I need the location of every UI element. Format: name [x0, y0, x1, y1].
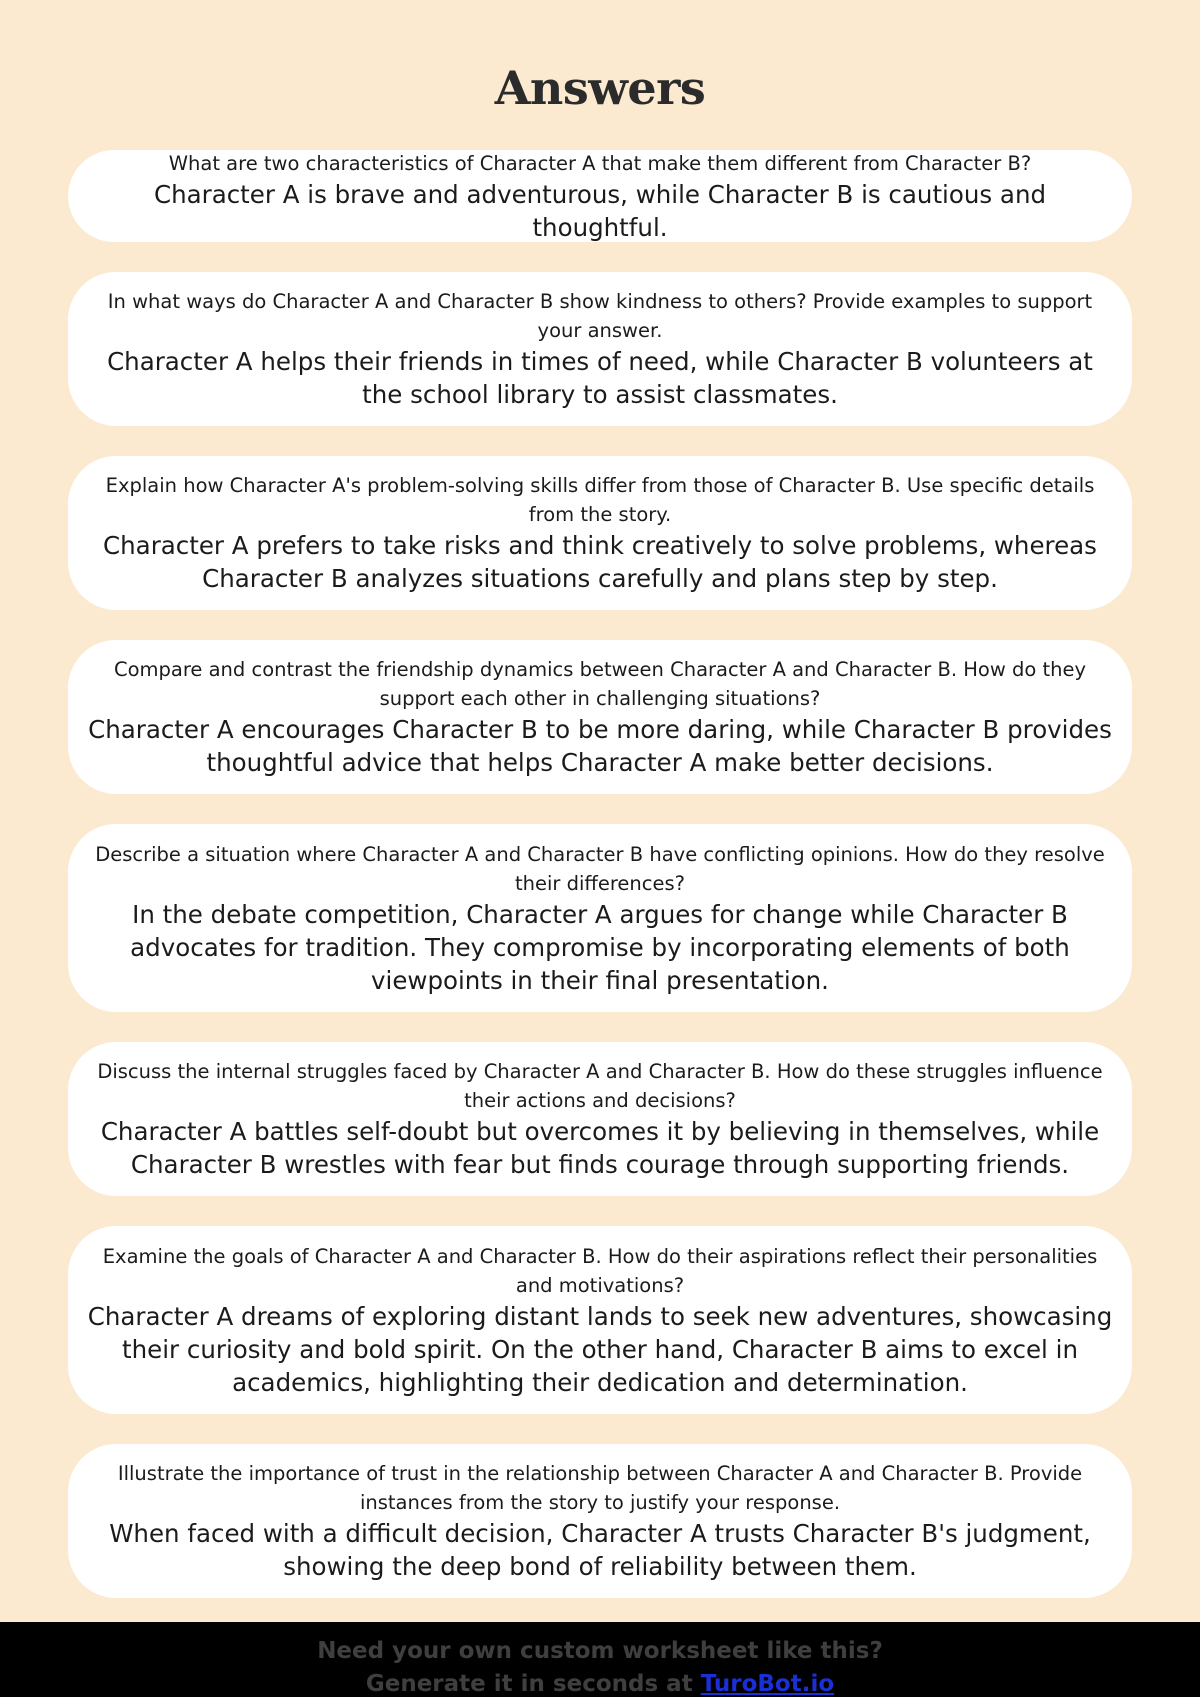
question-text: In what ways do Character A and Character B show kindness to others? Provide examples to support your answer. [107, 290, 1093, 342]
answer-text: Character A helps their friends in times of need, while Character B volunteers at the school library to assist classmates. [107, 347, 1093, 409]
question-text: Discuss the internal struggles faced by Character A and Character B. How do these struggles influence their actions and decisions? [97, 1060, 1103, 1112]
qa-card [68, 456, 1132, 610]
answer-text: When faced with a difficult decision, Character A trusts Character B's judgment, showing the deep bond of reliability between them. [109, 1519, 1091, 1581]
question-text: What are two characteristics of Character A that make them different from Character B? [168, 151, 1032, 175]
page-title: Answers [494, 61, 706, 115]
question-text: Compare and contrast the friendship dynamics between Character A and Character B. How do they support each other in challenging situations? [113, 658, 1087, 710]
qa-card [68, 824, 1132, 1012]
turobot-link[interactable]: TuroBot.io [700, 1671, 835, 1697]
qa-card [68, 640, 1132, 794]
answer-text: Character A is brave and adventurous, while Character B is cautious and thoughtful. [153, 179, 1047, 242]
answer-text: Character A battles self-doubt but overcomes it by believing in themselves, while Character B wrestles with fear but finds courage through supporting friends. [100, 1117, 1100, 1179]
qa-card [68, 1226, 1132, 1414]
footer-cta-text: Generate it in seconds at [365, 1671, 693, 1697]
question-text: Describe a situation where Character A and Character B have conflicting opinions. How do they resolve their differences? [95, 842, 1105, 895]
answer-text: Character A prefers to take risks and think creatively to solve problems, whereas Character B analyzes situations carefully and plans step by step. [103, 531, 1097, 593]
qa-card [68, 1042, 1132, 1196]
question-text: Illustrate the importance of trust in the relationship between Character A and Character B. Provide instances from the story to justify your response. [117, 1462, 1083, 1514]
qa-list [68, 150, 1132, 1628]
answer-text: In the debate competition, Character A argues for change while Character B advocates for tradition. They compromise by incorporating elements of both viewpoints in their final presentation. [130, 899, 1070, 995]
footer-tagline: Need your own custom worksheet like this? [317, 1638, 883, 1664]
answer-text: Character A dreams of exploring distant lands to seek new adventures, showcasing their curiosity and bold spirit. On the other hand, Character B aims to excel in academics, highlighting their dedication and determination. [87, 1301, 1113, 1397]
qa-card [68, 150, 1132, 242]
question-text: Examine the goals of Character A and Character B. How do their aspirations reflect their personalities and motivations? [102, 1244, 1098, 1297]
question-text: Explain how Character A's problem-solving skills differ from those of Character B. Use specific details from the story. [105, 474, 1095, 526]
qa-card [68, 272, 1132, 426]
footer-cta [0, 1669, 1200, 1697]
answer-text: Character A encourages Character B to be more daring, while Character B provides thoughtful advice that helps Character A make better decisions. [88, 715, 1112, 777]
qa-card [68, 1444, 1132, 1598]
promo-footer [0, 1622, 1200, 1697]
